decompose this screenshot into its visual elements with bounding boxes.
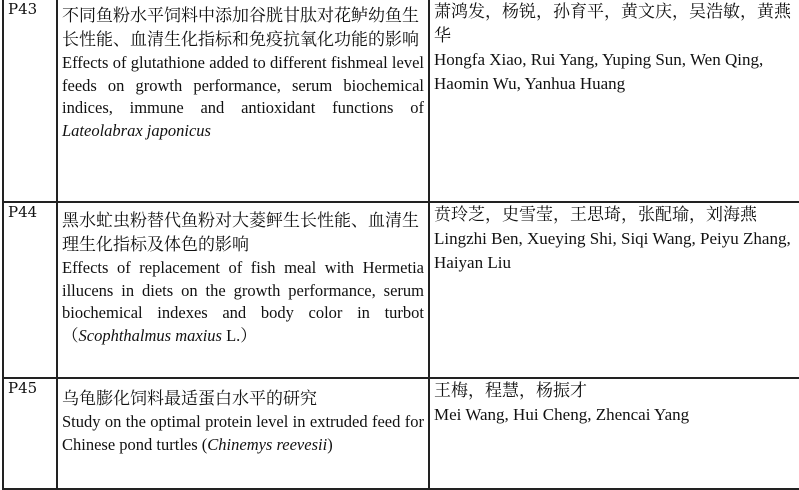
paper-title-cell — [57, 202, 429, 378]
paper-title-cell — [57, 0, 429, 202]
title-en — [62, 257, 424, 347]
species-name: Chinemys reevesii — [207, 434, 328, 454]
title-en-text: Effects of replacement of fish meal with Hermetia illucens in diets on the growth performance, serum biochemical indexes and body color in turbot（ — [62, 258, 424, 345]
program-table — [2, 0, 799, 490]
authors-cell — [429, 0, 799, 202]
title-en — [62, 52, 424, 142]
title-zh: 不同鱼粉水平饲料中添加谷胱甘肽对花鲈幼鱼生长性能、血清生化指标和免疫抗氧化功能的影响 — [62, 6, 419, 50]
table-row — [3, 202, 799, 378]
authors-zh: 萧鸿发，杨锐，孙育平，黄文庆，吴浩敏，黄燕华 — [434, 2, 791, 46]
authors-en: Mei Wang, Hui Cheng, Zhencai Yang — [434, 405, 690, 424]
table-row — [3, 0, 799, 202]
title-en — [62, 411, 424, 456]
authors-cell — [429, 202, 799, 378]
species-name: Scophthalmus maxius — [78, 325, 222, 345]
table-row — [3, 378, 799, 489]
paper-code: P44 — [3, 202, 57, 378]
authors-zh: 王梅，程慧，杨振才 — [434, 381, 587, 401]
authors-en: Lingzhi Ben, Xueying Shi, Siqi Wang, Peiyu Zhang, Haiyan Liu — [434, 229, 791, 272]
title-en-text: Effects of glutathione added to different fishmeal level feeds on growth performance, serum biochemical indices, immune and antioxidant functions of — [62, 53, 424, 117]
title-en-end: L.） — [221, 325, 257, 345]
authors-zh: 贲玲芝，史雪莹，王思琦，张配瑜，刘海燕 — [434, 205, 757, 225]
authors-cell — [429, 378, 799, 489]
title-en-end: ) — [327, 434, 333, 454]
paper-code: P45 — [3, 378, 57, 489]
title-zh: 黑水虻虫粉替代鱼粉对大菱鲆生长性能、血清生理生化指标及体色的影响 — [62, 211, 419, 255]
title-zh: 乌龟膨化饲料最适蛋白水平的研究 — [62, 389, 317, 409]
title-en-text: Study on the optimal protein level in extruded feed for Chinese pond turtles ( — [62, 412, 424, 454]
paper-code: P43 — [3, 0, 57, 202]
authors-en: Hongfa Xiao, Rui Yang, Yuping Sun, Wen Qing, Haomin Wu, Yanhua Huang — [434, 50, 764, 93]
species-name: Lateolabrax japonicus — [62, 120, 211, 140]
paper-title-cell — [57, 378, 429, 489]
